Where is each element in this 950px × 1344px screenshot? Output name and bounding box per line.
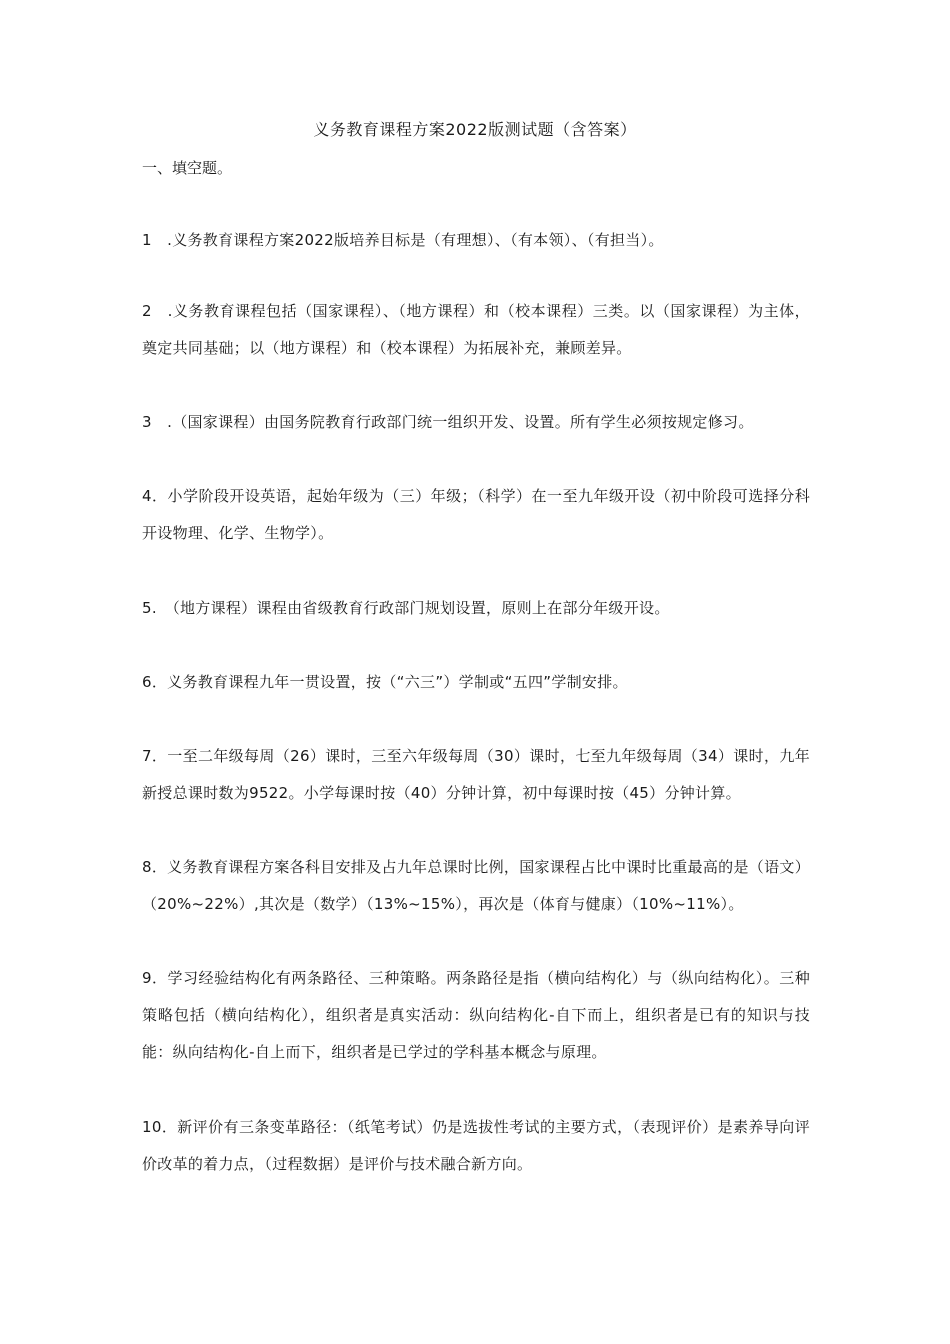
question-2: 2 .义务教育课程包括（国家课程）、（地方课程）和（校本课程）三类。以（国家课程）为主体，奠定共同基础；以（地方课程）和（校本课程）为拓展补充，兼顾差异。 — [142, 302, 810, 357]
question-6: 6．义务教育课程九年一贯设置，按（“六三”）学制或“五四”学制安排。 — [142, 673, 628, 691]
document-title: 义务教育课程方案2022版测试题（含答案） — [313, 120, 637, 139]
question-5: 5. （地方课程）课程由省级教育行政部门规划设置，原则上在部分年级开设。 — [142, 599, 670, 617]
question-8: 8．义务教育课程方案各科目安排及占九年总课时比例，国家课程占比中课时比重最高的是（语文）（20%~22%）,其次是（数学）（13%~15%），再次是（体育与健康）（10%~11%）。 — [142, 858, 810, 913]
question-4: 4．小学阶段开设英语，起始年级为（三）年级；（科学）在一至九年级开设（初中阶段可选择分科开设物理、化学、生物学）。 — [142, 487, 810, 542]
question-1: 1 .义务教育课程方案2022版培养目标是（有理想）、（有本领）、（有担当）。 — [142, 231, 664, 249]
section-heading: 一、填空题。 — [142, 159, 233, 177]
question-9: 9．学习经验结构化有两条路径、三种策略。两条路径是指（横向结构化）与（纵向结构化）。三种策略包括（横向结构化），组织者是真实活动：纵向结构化-自下而上，组织者是已有的知识与技能：纵向结构化-自上而下，组织者是已学过的学科基本概念与原理。 — [142, 969, 810, 1061]
question-10: 10．新评价有三条变革路径：（纸笔考试）仍是选拔性考试的主要方式，（表现评价）是素养导向评价改革的着力点，（过程数据）是评价与技术融合新方向。 — [142, 1118, 810, 1173]
question-7: 7．一至二年级每周（26）课时，三至六年级每周（30）课时，七至九年级每周（34）课时，九年新授总课时数为9522。小学每课时按（40）分钟计算，初中每课时按（45）分钟计算。 — [142, 747, 810, 802]
question-3: 3 .（国家课程）由国务院教育行政部门统一组织开发、设置。所有学生必须按规定修习。 — [142, 413, 754, 431]
